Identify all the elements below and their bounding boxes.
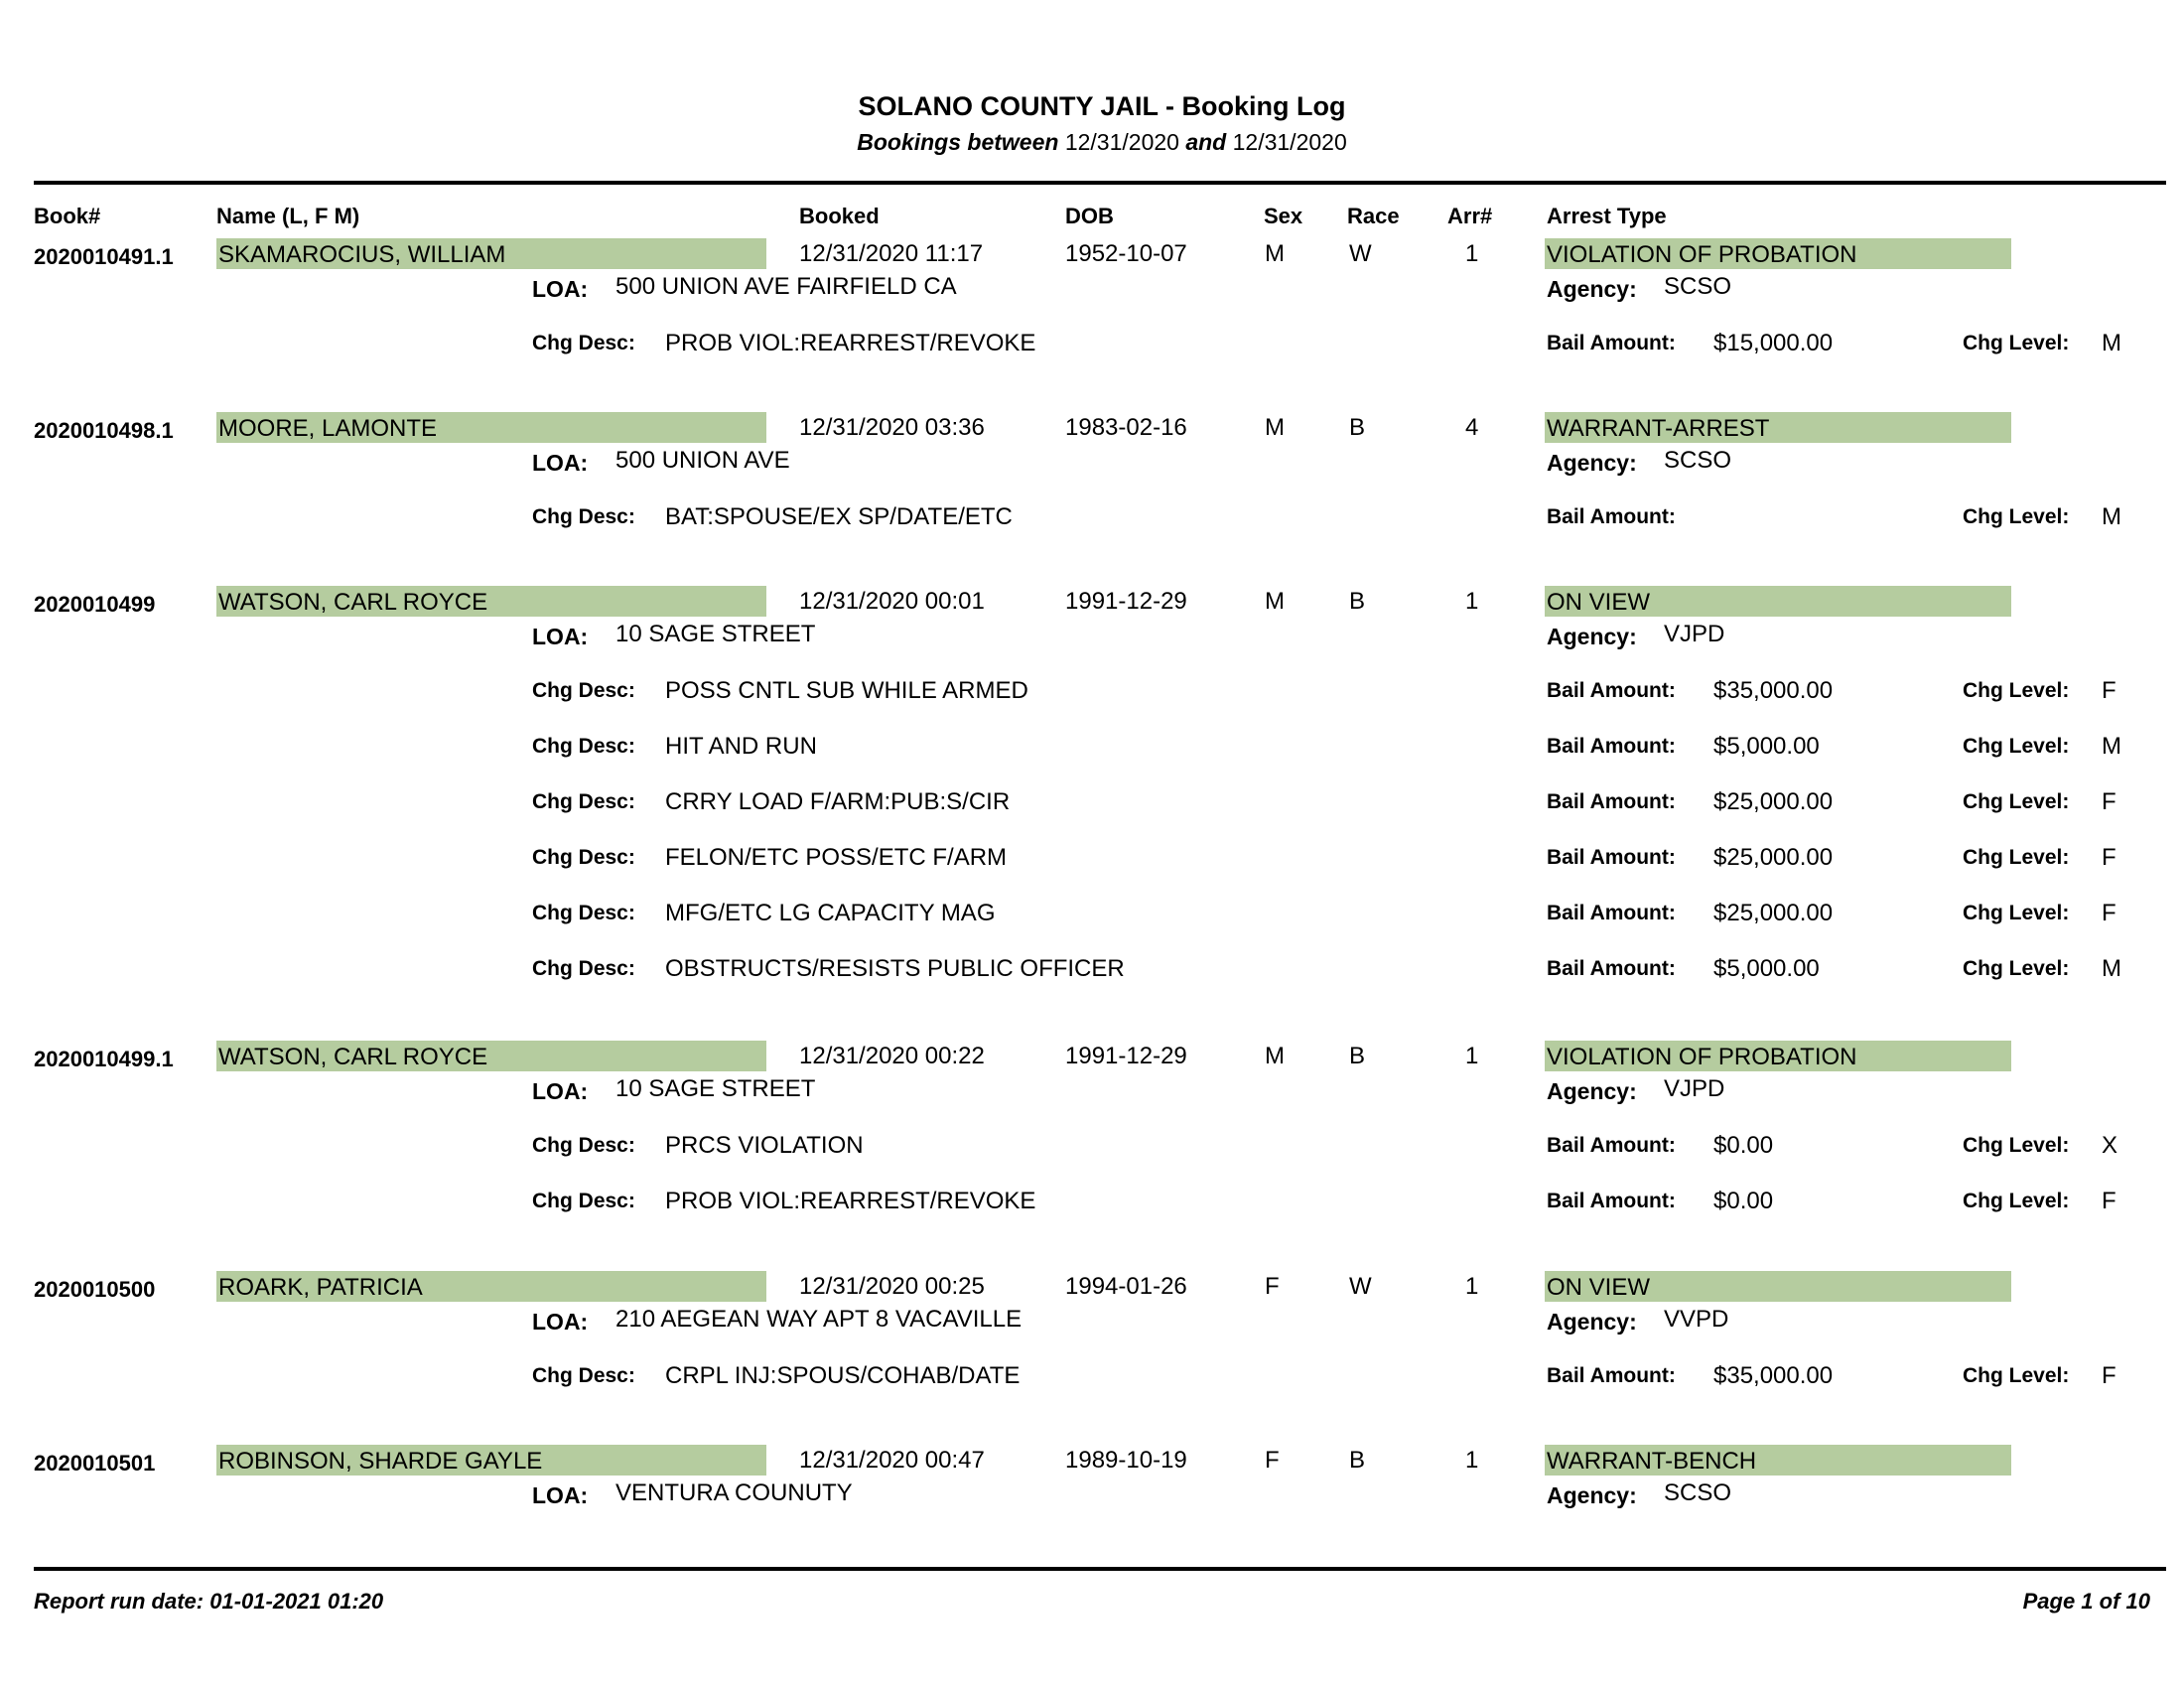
charge-description: CRPL INJ:SPOUS/COHAB/DATE	[665, 1362, 1021, 1389]
inmate-name: WATSON, CARL ROYCE	[218, 1044, 488, 1070]
agency-label: Agency:	[1547, 276, 1637, 302]
agency-value: VJPD	[1664, 621, 1725, 647]
agency-label: Agency:	[1547, 1078, 1637, 1104]
loa-value: 10 SAGE STREET	[615, 1075, 816, 1102]
arrest-count: 1	[1465, 588, 1479, 615]
booked-datetime: 12/31/2020 00:47	[799, 1447, 985, 1474]
book-number: 2020010498.1	[34, 418, 174, 443]
charge-level: M	[2102, 733, 2121, 760]
race: B	[1349, 1043, 1366, 1069]
arrest-type: VIOLATION OF PROBATION	[1547, 1044, 1857, 1070]
report-subtitle	[0, 129, 2184, 156]
sex: M	[1265, 588, 1285, 615]
loa-value: 500 UNION AVE FAIRFIELD CA	[615, 273, 957, 300]
charge-level: M	[2102, 503, 2121, 530]
sex: M	[1265, 414, 1285, 441]
booking-record	[0, 238, 2184, 356]
date-to: 12/31/2020	[1232, 129, 1347, 155]
book-number: 2020010500	[34, 1277, 156, 1302]
arrest-type: VIOLATION OF PROBATION	[1547, 241, 1857, 268]
agency-value: SCSO	[1664, 447, 1732, 474]
loa-label: LOA:	[532, 450, 589, 476]
charge-description: PROB VIOL:REARREST/REVOKE	[665, 330, 1036, 356]
arrest-count: 1	[1465, 1447, 1479, 1474]
charge-level: X	[2102, 1132, 2118, 1159]
bail-amount: $35,000.00	[1713, 677, 1834, 704]
sex: F	[1265, 1273, 1280, 1300]
chg-level-label: Chg Level:	[1963, 679, 2070, 702]
page-number: Page 1 of 10	[2022, 1589, 2150, 1614]
dob: 1991-12-29	[1065, 1043, 1187, 1069]
bail-amount: $35,000.00	[1713, 1362, 1834, 1389]
loa-label: LOA:	[532, 1482, 589, 1508]
charge-description: FELON/ETC POSS/ETC F/ARM	[665, 844, 1008, 871]
report-run-date: Report run date: 01-01-2021 01:20	[34, 1589, 384, 1614]
bail-amount-label: Bail Amount:	[1547, 332, 1676, 354]
date-from: 12/31/2020	[1064, 129, 1179, 155]
book-number: 2020010499.1	[34, 1047, 174, 1071]
charge-description: MFG/ETC LG CAPACITY MAG	[665, 900, 996, 926]
bail-amount: $5,000.00	[1713, 733, 1820, 760]
dob: 1994-01-26	[1065, 1273, 1187, 1300]
name-highlight	[216, 1271, 766, 1302]
chg-desc-label: Chg Desc:	[532, 505, 635, 528]
arrest-type-highlight	[1545, 1041, 2011, 1071]
chg-level-label: Chg Level:	[1963, 1190, 2070, 1212]
col-header-dob: DOB	[1065, 204, 1114, 228]
dob: 1991-12-29	[1065, 588, 1187, 615]
race: W	[1349, 240, 1372, 267]
chg-desc-label: Chg Desc:	[532, 957, 635, 980]
col-header-arr: Arr#	[1447, 204, 1493, 228]
race: B	[1349, 1447, 1366, 1474]
loa-value: 210 AEGEAN WAY APT 8 VACAVILLE	[615, 1306, 1023, 1333]
agency-value: VVPD	[1664, 1306, 1729, 1333]
chg-level-label: Chg Level:	[1963, 332, 2070, 354]
booking-record	[0, 586, 2184, 982]
arrest-type-highlight	[1545, 1445, 2011, 1476]
agency-label: Agency:	[1547, 450, 1637, 476]
chg-level-label: Chg Level:	[1963, 735, 2070, 758]
loa-value: 10 SAGE STREET	[615, 621, 816, 647]
inmate-name: WATSON, CARL ROYCE	[218, 589, 488, 616]
sex: M	[1265, 1043, 1285, 1069]
name-highlight	[216, 586, 766, 617]
booked-datetime: 12/31/2020 11:17	[799, 240, 984, 267]
bail-amount-label: Bail Amount:	[1547, 505, 1676, 528]
arrest-type-highlight	[1545, 238, 2011, 269]
agency-label: Agency:	[1547, 1309, 1637, 1335]
booked-datetime: 12/31/2020 00:01	[799, 588, 985, 615]
charge-description: PROB VIOL:REARREST/REVOKE	[665, 1188, 1036, 1214]
booking-record	[0, 1271, 2184, 1389]
chg-desc-label: Chg Desc:	[532, 1134, 635, 1157]
loa-label: LOA:	[532, 1078, 589, 1104]
bail-amount: $0.00	[1713, 1132, 1774, 1159]
subtitle-and: and	[1185, 129, 1227, 155]
agency-value: VJPD	[1664, 1075, 1725, 1102]
chg-desc-label: Chg Desc:	[532, 1364, 635, 1387]
booked-datetime: 12/31/2020 00:22	[799, 1043, 985, 1069]
sex: M	[1265, 240, 1285, 267]
bail-amount-label: Bail Amount:	[1547, 1134, 1676, 1157]
arrest-count: 1	[1465, 1043, 1479, 1069]
bail-amount-label: Bail Amount:	[1547, 735, 1676, 758]
footer-rule	[34, 1567, 2166, 1571]
book-number: 2020010501	[34, 1451, 156, 1476]
report-title: SOLANO COUNTY JAIL - Booking Log	[858, 91, 1346, 121]
arrest-count: 1	[1465, 240, 1479, 267]
chg-level-label: Chg Level:	[1963, 846, 2070, 869]
loa-label: LOA:	[532, 624, 589, 649]
bail-amount-label: Bail Amount:	[1547, 1364, 1676, 1387]
loa-label: LOA:	[532, 1309, 589, 1335]
race: B	[1349, 588, 1366, 615]
sex: F	[1265, 1447, 1280, 1474]
bail-amount: $15,000.00	[1713, 330, 1834, 356]
agency-label: Agency:	[1547, 624, 1637, 649]
bail-amount-label: Bail Amount:	[1547, 679, 1676, 702]
chg-desc-label: Chg Desc:	[532, 735, 635, 758]
chg-level-label: Chg Level:	[1963, 790, 2070, 813]
arrest-count: 4	[1465, 414, 1479, 441]
loa-label: LOA:	[532, 276, 589, 302]
chg-desc-label: Chg Desc:	[532, 790, 635, 813]
inmate-name: MOORE, LAMONTE	[218, 415, 438, 442]
bail-amount-label: Bail Amount:	[1547, 902, 1676, 924]
agency-label: Agency:	[1547, 1482, 1637, 1508]
chg-desc-label: Chg Desc:	[532, 846, 635, 869]
bail-amount-label: Bail Amount:	[1547, 846, 1676, 869]
bail-amount: $0.00	[1713, 1188, 1774, 1214]
dob: 1989-10-19	[1065, 1447, 1187, 1474]
agency-value: SCSO	[1664, 1479, 1732, 1506]
charge-description: BAT:SPOUSE/EX SP/DATE/ETC	[665, 503, 1013, 530]
chg-level-label: Chg Level:	[1963, 902, 2070, 924]
agency-value: SCSO	[1664, 273, 1732, 300]
inmate-name: SKAMAROCIUS, WILLIAM	[218, 241, 506, 268]
charge-description: PRCS VIOLATION	[665, 1132, 864, 1159]
charge-level: F	[2102, 788, 2116, 815]
bail-amount-label: Bail Amount:	[1547, 957, 1676, 980]
bail-amount: $25,000.00	[1713, 788, 1834, 815]
chg-desc-label: Chg Desc:	[532, 332, 635, 354]
chg-level-label: Chg Level:	[1963, 1134, 2070, 1157]
booked-datetime: 12/31/2020 03:36	[799, 414, 985, 441]
name-highlight	[216, 238, 766, 269]
arrest-type-highlight	[1545, 586, 2011, 617]
loa-value: VENTURA COUNUTY	[615, 1479, 853, 1506]
bail-amount: $25,000.00	[1713, 844, 1834, 871]
col-header-booked: Booked	[799, 204, 880, 228]
arrest-type-highlight	[1545, 1271, 2011, 1302]
arrest-count: 1	[1465, 1273, 1479, 1300]
charge-level: F	[2102, 844, 2116, 871]
book-number: 2020010499	[34, 592, 156, 617]
bail-amount-label: Bail Amount:	[1547, 1190, 1676, 1212]
arrest-type: WARRANT-ARREST	[1547, 415, 1770, 442]
inmate-name: ROBINSON, SHARDE GAYLE	[218, 1448, 543, 1475]
booking-record	[0, 1041, 2184, 1214]
name-highlight	[216, 1041, 766, 1071]
charge-level: F	[2102, 1188, 2116, 1214]
book-number: 2020010491.1	[34, 244, 174, 269]
dob: 1952-10-07	[1065, 240, 1187, 267]
col-header-arrest-type: Arrest Type	[1547, 204, 1667, 228]
charge-level: F	[2102, 900, 2116, 926]
arrest-type: ON VIEW	[1547, 589, 1651, 616]
charge-description: HIT AND RUN	[665, 733, 817, 760]
charge-description: POSS CNTL SUB WHILE ARMED	[665, 677, 1028, 704]
race: W	[1349, 1273, 1372, 1300]
dob: 1983-02-16	[1065, 414, 1187, 441]
charge-level: M	[2102, 330, 2121, 356]
arrest-type-highlight	[1545, 412, 2011, 443]
chg-desc-label: Chg Desc:	[532, 1190, 635, 1212]
chg-desc-label: Chg Desc:	[532, 679, 635, 702]
race: B	[1349, 414, 1366, 441]
col-header-name: Name (L, F M)	[216, 204, 360, 228]
name-highlight	[216, 412, 766, 443]
charge-description: OBSTRUCTS/RESISTS PUBLIC OFFICER	[665, 955, 1125, 982]
chg-level-label: Chg Level:	[1963, 1364, 2070, 1387]
bail-amount: $25,000.00	[1713, 900, 1834, 926]
col-header-sex: Sex	[1264, 204, 1303, 228]
booking-record	[0, 412, 2184, 530]
name-highlight	[216, 1445, 766, 1476]
col-header-race: Race	[1347, 204, 1400, 228]
bail-amount: $5,000.00	[1713, 955, 1820, 982]
col-header-book: Book#	[34, 204, 101, 228]
arrest-type: ON VIEW	[1547, 1274, 1651, 1301]
charge-level: F	[2102, 677, 2116, 704]
chg-level-label: Chg Level:	[1963, 505, 2070, 528]
chg-desc-label: Chg Desc:	[532, 902, 635, 924]
booked-datetime: 12/31/2020 00:25	[799, 1273, 985, 1300]
subtitle-prefix: Bookings between	[857, 129, 1059, 155]
bail-amount-label: Bail Amount:	[1547, 790, 1676, 813]
booking-record	[0, 1445, 2184, 1508]
charge-level: F	[2102, 1362, 2116, 1389]
arrest-type: WARRANT-BENCH	[1547, 1448, 1757, 1475]
loa-value: 500 UNION AVE	[615, 447, 790, 474]
charge-level: M	[2102, 955, 2121, 982]
inmate-name: ROARK, PATRICIA	[218, 1274, 423, 1301]
header-rule	[34, 181, 2166, 185]
charge-description: CRRY LOAD F/ARM:PUB:S/CIR	[665, 788, 1011, 815]
chg-level-label: Chg Level:	[1963, 957, 2070, 980]
